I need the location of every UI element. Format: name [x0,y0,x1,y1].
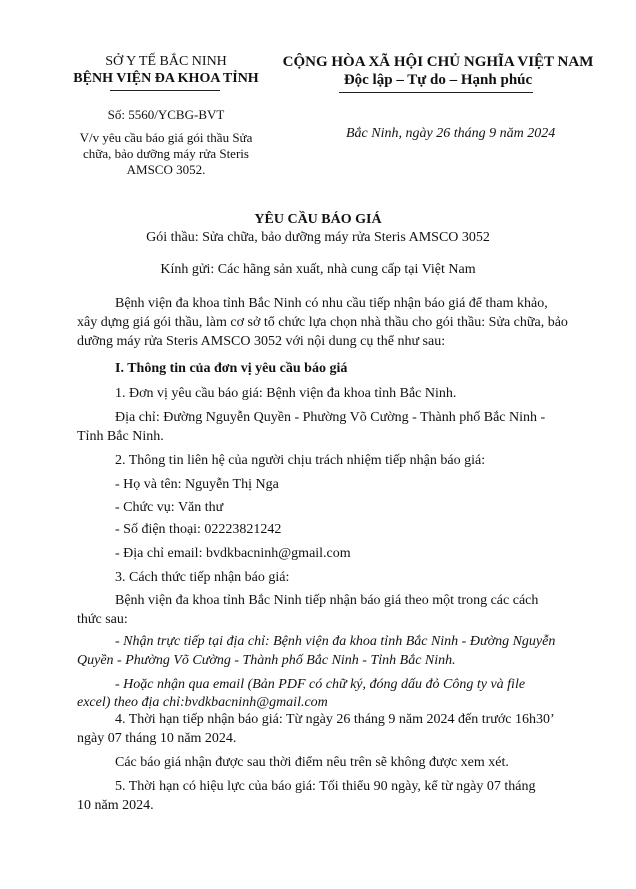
receive-intro-line-1: Bệnh viện đa khoa tỉnh Bắc Ninh tiếp nhận báo giá theo một trong các cách [115,593,539,608]
subject-line-2: chữa, bảo dưỡng máy rửa Steris [83,146,249,161]
item-4-line-1: 4. Thời hạn tiếp nhận báo giá: Từ ngày 26 tháng 9 năm 2024 đến trước 16h30’ [115,712,555,727]
package-name: Gói thầu: Sửa chữa, bảo dưỡng máy rửa Steris AMSCO 3052 [146,230,490,245]
intro-line-3: dưỡng máy rửa Steris AMSCO 3052 với nội dung cụ thể như sau: [77,334,446,349]
contact-email: - Địa chỉ email: bvdkbacninh@gmail.com [115,546,351,561]
hospital-name: BỆNH VIỆN ĐA KHOA TỈNH [73,71,259,86]
subject-line-3: AMSCO 3052. [126,162,206,177]
item-1: 1. Đơn vị yêu cầu báo giá: Bệnh viện đa khoa tỉnh Bắc Ninh. [115,386,457,401]
left-divider [110,90,220,91]
contact-name: - Họ và tên: Nguyễn Thị Nga [115,477,279,492]
receive-email-line-2: excel) theo địa chỉ:bvdkbacninh@gmail.com [77,695,328,710]
recipient: Kính gửi: Các hãng sản xuất, nhà cung cấp tại Việt Nam [160,262,476,277]
receive-intro-line-2: thức sau: [77,612,128,627]
section-1-title: I. Thông tin của đơn vị yêu cầu báo giá [115,361,348,376]
subject-line-1: V/v yêu cầu báo giá gói thầu Sửa [79,130,253,145]
contact-phone: - Số điện thoại: 02223821242 [115,522,282,537]
intro-line-2: xây dựng giá gói thầu, làm cơ sở tổ chức lựa chọn nhà thầu cho gói thầu: Sửa chữa, bảo [77,315,568,330]
place-date: Bắc Ninh, ngày 26 tháng 9 năm 2024 [346,126,556,141]
address-line-2: Tỉnh Bắc Ninh. [77,429,164,444]
agency-name: SỞ Y TẾ BẮC NINH [105,54,227,69]
national-title: CỘNG HÒA XÃ HỘI CHỦ NGHĨA VIỆT NAM [282,54,594,70]
item-4-line-2: ngày 07 tháng 10 năm 2024. [77,731,237,746]
contact-position: - Chức vụ: Văn thư [115,500,224,515]
item-5-line-2: 10 năm 2024. [77,798,154,813]
right-divider [339,92,533,93]
receive-direct-line-2: Quyền - Phường Võ Cường - Thành phố Bắc Ninh - Tỉnh Bắc Ninh. [77,653,456,668]
receive-direct-line-1: - Nhận trực tiếp tại địa chỉ: Bệnh viện đa khoa tỉnh Bắc Ninh - Đường Nguyễn [115,634,556,649]
item-5-line-1: 5. Thời hạn có hiệu lực của báo giá: Tối thiểu 90 ngày, kể từ ngày 07 tháng [115,779,536,794]
receive-email-line-1: - Hoặc nhận qua email (Bản PDF có chữ ký, đóng dấu đỏ Công ty và file [115,677,526,692]
late-note: Các báo giá nhận được sau thời điểm nêu trên sẽ không được xem xét. [115,755,509,770]
intro-line-1: Bệnh viện đa khoa tỉnh Bắc Ninh có nhu cầu tiếp nhận báo giá để tham khảo, [115,296,548,311]
address-line-1: Địa chỉ: Đường Nguyễn Quyền - Phường Võ Cường - Thành phố Bắc Ninh - [115,410,546,425]
item-2: 2. Thông tin liên hệ của người chịu trách nhiệm tiếp nhận báo giá: [115,453,486,468]
national-motto: Độc lập – Tự do – Hạnh phúc [343,72,533,88]
document-title: YÊU CẦU BÁO GIÁ [254,212,382,227]
document-number: Số: 5560/YCBG-BVT [107,107,225,122]
item-3: 3. Cách thức tiếp nhận báo giá: [115,570,290,585]
